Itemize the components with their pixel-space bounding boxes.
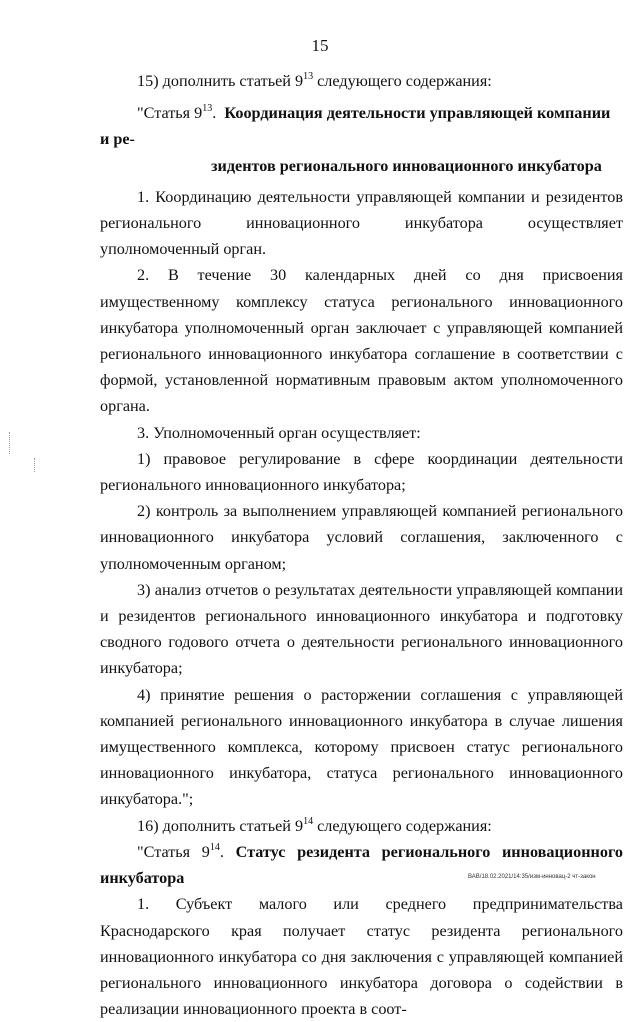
item-16-intro: 16) дополнить статьей $9^{14}$ следующего содержания: <box>137 815 492 835</box>
article-9-13-subitem: 1) правовое регулирование в сфере координации деятельности регионального инновационного инкубатора; <box>100 449 623 495</box>
article-9-13-subitem: 4) принятие решения о расторжении соглашения с управляющей компанией регионального инновационного инкубатора в случае лишения имущественного комплекса, которому присвоен статус регионального инновационного инкубатора, статуса регионального инновационного инкубатора."; <box>100 685 623 809</box>
article-9-13-paragraph: 1. Координацию деятельности управляющей компании и резидентов регионального инновационного инкубатора осуществляет уполномоченный орган. <box>100 187 623 259</box>
article-9-14-heading: "Статья $9^{14}$. Статус резидента регионального инновационного инкубатора <box>100 841 624 888</box>
article-9-14-title: Статус резидента регионального инновационного инкубатора <box>100 842 624 888</box>
margin-scan-mark <box>9 432 11 454</box>
article-9-13-subitem: 3) анализ отчетов о результатах деятельности управляющей компании и резидентов регионального инновационного инкубатора и подготовку сводного годового отчета о деятельности регионального инновационного инкубатора; <box>100 580 623 678</box>
article-9-13-title-line1: Координация деятельности управляющей компании и ре- <box>100 104 611 149</box>
article-9-13-title-line2: зидентов регионального инновационного инкубатора <box>211 156 602 175</box>
article-9-13-heading: "Статья $9^{13}$. Координация деятельности управляющей компании и ре- зидентов регионального инновационного инкубатора <box>100 100 623 179</box>
article-9-14-paragraph: 1. Субъект малого или среднего предпринимательства Краснодарского края получает статус резидента регионального инновационного инкубатора со дня заключения с управляющей компанией регионального инновационного инкубатора договора о содействии в реализации инновационного проекта в соот- <box>100 895 623 1019</box>
item-15-intro: 15) дополнить статьей $9^{13}$ следующего содержания: <box>137 71 492 90</box>
article-9-13-paragraph: 2. В течение 30 календарных дней со дня присвоения имущественному комплексу статуса регионального инновационного инкубатора уполномоченный орган заключает с управляющей компанией регионального инновационного инкубатора соглашение в соответствии с формой, установленной нормативным правовым актом уполномоченного органа. <box>100 266 623 416</box>
footer-document-code: ВАВ/18.02.2021/14:35/изм-инновац-2 чт-закон <box>468 874 596 880</box>
article-9-13-subitem: 2) контроль за выполнением управляющей компанией регионального инновационного инкубатора условий соглашения, заключенного с уполномоченным органом; <box>100 502 623 573</box>
margin-scan-mark <box>34 458 36 472</box>
page-number: 15 <box>311 36 329 55</box>
article-9-13-paragraph: 3. Уполномоченный орган осуществляет: <box>137 423 421 442</box>
